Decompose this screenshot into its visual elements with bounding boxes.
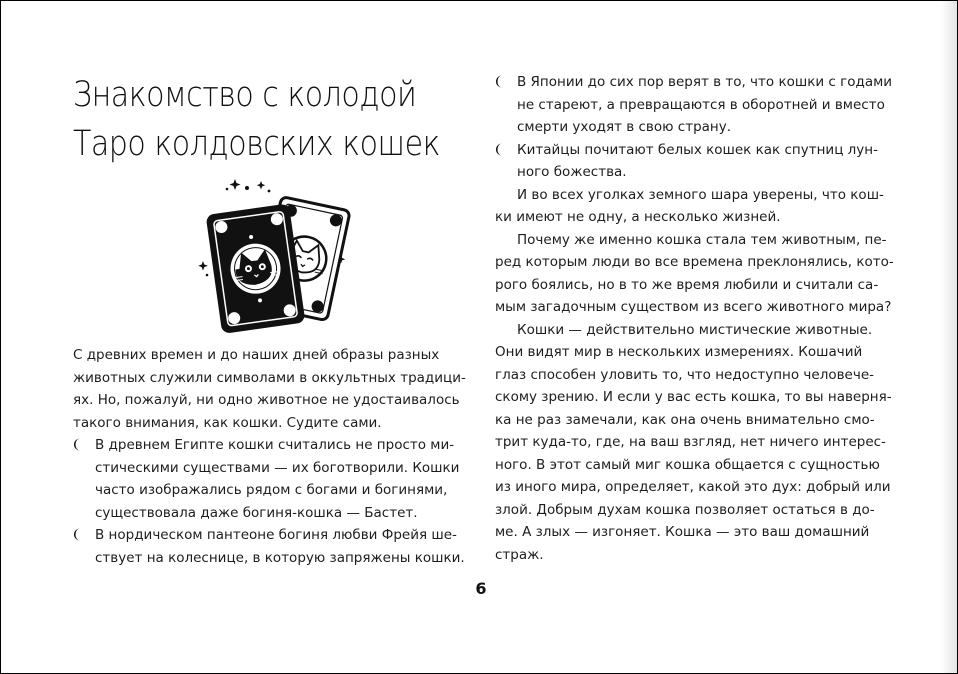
crescent-moon-icon bbox=[73, 438, 84, 451]
bullet-text: В Японии до сих пор верят в то, что кошки с годами bbox=[517, 74, 893, 90]
chapter-title bbox=[73, 71, 440, 169]
text-line: трит куда-то, где, на ваш взгляд, нет ничего интерес- bbox=[495, 434, 886, 450]
page-number: 6 bbox=[475, 579, 487, 598]
text-line: страж. bbox=[495, 546, 544, 563]
text-line: не стареют, а превращаются в оборотней и вместо bbox=[517, 96, 885, 113]
text-line: ях. Но, пожалуй, ни одно животное не удостаивалось bbox=[73, 392, 460, 408]
chapter-title-line-2: Таро колдовских кошек bbox=[73, 124, 440, 164]
left-column bbox=[73, 344, 473, 569]
bullet-text: В древнем Египте кошки считались не просто ми- bbox=[95, 437, 455, 453]
text-line: глаз способен уловить то, что недоступно человече- bbox=[495, 366, 875, 383]
text-line: ки имеют не одну, а несколько жизней. bbox=[495, 209, 781, 225]
bullet-item bbox=[495, 139, 895, 162]
text-line: ного божества. bbox=[517, 164, 627, 180]
text-line: мым загадочным существом из всего животного мира? bbox=[495, 299, 892, 315]
paragraph-first-line: Кошки — действительно мистические животные. bbox=[517, 321, 873, 338]
text-line: такого внимания, как кошки. Судите сами. bbox=[73, 414, 382, 431]
text-line: С древних времен и до наших дней образы разных bbox=[73, 347, 440, 363]
text-line: животных служили символами в оккультных традици- bbox=[73, 369, 466, 386]
crescent-moon-icon bbox=[495, 75, 506, 88]
tarot-cards-with-cats-icon bbox=[191, 175, 351, 335]
text-line: ствует на колеснице, в которую запряжены кошки. bbox=[95, 549, 465, 566]
crescent-moon-icon bbox=[73, 528, 84, 541]
text-line: из иного мира, определяет, какой это дух: добрый или bbox=[495, 479, 891, 495]
text-line: стическими существами — их боготворили. Кошки bbox=[95, 459, 460, 476]
text-line: ред которым люди во все времена преклонялись, кото- bbox=[495, 254, 894, 270]
bullet-item bbox=[73, 434, 473, 457]
paragraph-first-line: И во всех уголках земного шара уверены, что кош- bbox=[517, 186, 884, 203]
chapter-title-line-1: Знакомство с колодой bbox=[73, 75, 417, 115]
text-line: рого боялись, но в то же время любили и считали са- bbox=[495, 276, 879, 293]
crescent-moon-icon bbox=[495, 143, 506, 156]
text-line: ме. А злых — изгоняет. Кошка — это ваш домашний bbox=[495, 524, 870, 540]
text-line: ка не раз замечали, как она очень внимательно смо- bbox=[495, 411, 875, 428]
text-line: часто изображались рядом с богами и богинями, bbox=[95, 482, 448, 498]
bullet-text: В нордическом пантеоне богиня любви Фрейя ше- bbox=[95, 527, 457, 543]
bullet-text: Китайцы почитают белых кошек как спутниц лун- bbox=[517, 141, 878, 158]
text-line: ного. В этот самый миг кошка общается с сущностью bbox=[495, 456, 880, 473]
text-line: смерти уходят в свою страну. bbox=[517, 119, 732, 135]
page-edge-shadow bbox=[941, 1, 957, 673]
paragraph-first-line: Почему же именно кошка стала тем животным, пе- bbox=[517, 231, 887, 248]
text-line: Они видят мир в нескольких измерениях. Кошачий bbox=[495, 344, 863, 360]
text-line: скому зрению. И если у вас есть кошка, то вы наверня- bbox=[495, 389, 892, 405]
text-line: злой. Добрым духам кошка позволяет остаться в до- bbox=[495, 501, 875, 518]
text-line: существовала даже богиня-кошка — Бастет. bbox=[95, 504, 418, 521]
right-column bbox=[495, 71, 895, 566]
bullet-item bbox=[495, 71, 895, 94]
bullet-item bbox=[73, 524, 473, 547]
